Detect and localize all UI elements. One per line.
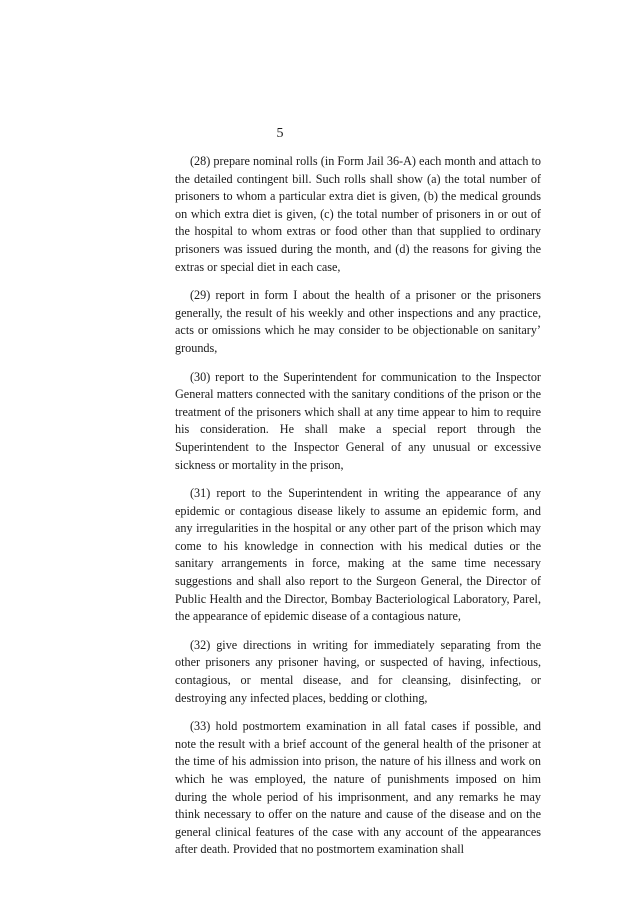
paragraph-31: (31) report to the Superintendent in writing the appearance of any epidemic or contagious disease likely to assume an epidemic form, and any irregularities in the hospital or any other part of the prison which may come to his knowledge in connection with his medical duties or the sanitary arrangements in force, making at the same time necessary suggestions and shall also report to the Surgeon General, the Director of Public Health and the Director, Bombay Bacteriological Laboratory, Parel, the appearance of epidemic disease of a contagious nature, — [175, 486, 541, 624]
paragraph-29: (29) report in form I about the health of a prisoner or the prisoners generally, the result of his weekly and other inspections and any practice, acts or omissions which he may consider to be objectionable on sanitary’ grounds, — [175, 288, 541, 355]
paragraph-33: (33) hold postmortem examination in all fatal cases if possible, and note the result with a brief account of the general health of the prisoner at the time of his admission into prison, the nature of his illness and work on which he was employed, the nature of punishments imposed on him during the whole period of his imprisonment, and any remarks he may think necessary to offer on the nature and cause of the disease and on the general clinical features of the case with any account of the appearances after death. Provided that no postmortem examination shall — [175, 719, 541, 857]
paragraph-30: (30) report to the Superintendent for communication to the Inspector General matters connected with the sanitary conditions of the prison or the treatment of the prisoners which shall at any time appear to him to require his consideration. He shall make a special report through the Superintendent to the Inspector General of any unusual or excessive sickness or mortality in the prison, — [175, 369, 541, 472]
page-number: 5 — [276, 126, 284, 141]
document-body — [175, 153, 541, 870]
paragraph-32: (32) give directions in writing for immediately separating from the other prisoners any prisoner having, or suspected of having, infectious, contagious, or mental disease, and for cleansing, disinfecting, or destroying any infected places, bedding or clothing, — [175, 637, 541, 705]
paragraph-28: (28) prepare nominal rolls (in Form Jail 36-A) each month and attach to the detailed contingent bill. Such rolls shall show (a) the total number of prisoners to whom a particular extra diet is given, (b) the medical grounds on which extra diet is given, (c) the total number of prisoners in or out of the hospital to whom extras or food other than that supplied to ordinary prisoners was issued during the month, and (d) the reasons for giving the extras or special diet in each case, — [175, 154, 541, 274]
